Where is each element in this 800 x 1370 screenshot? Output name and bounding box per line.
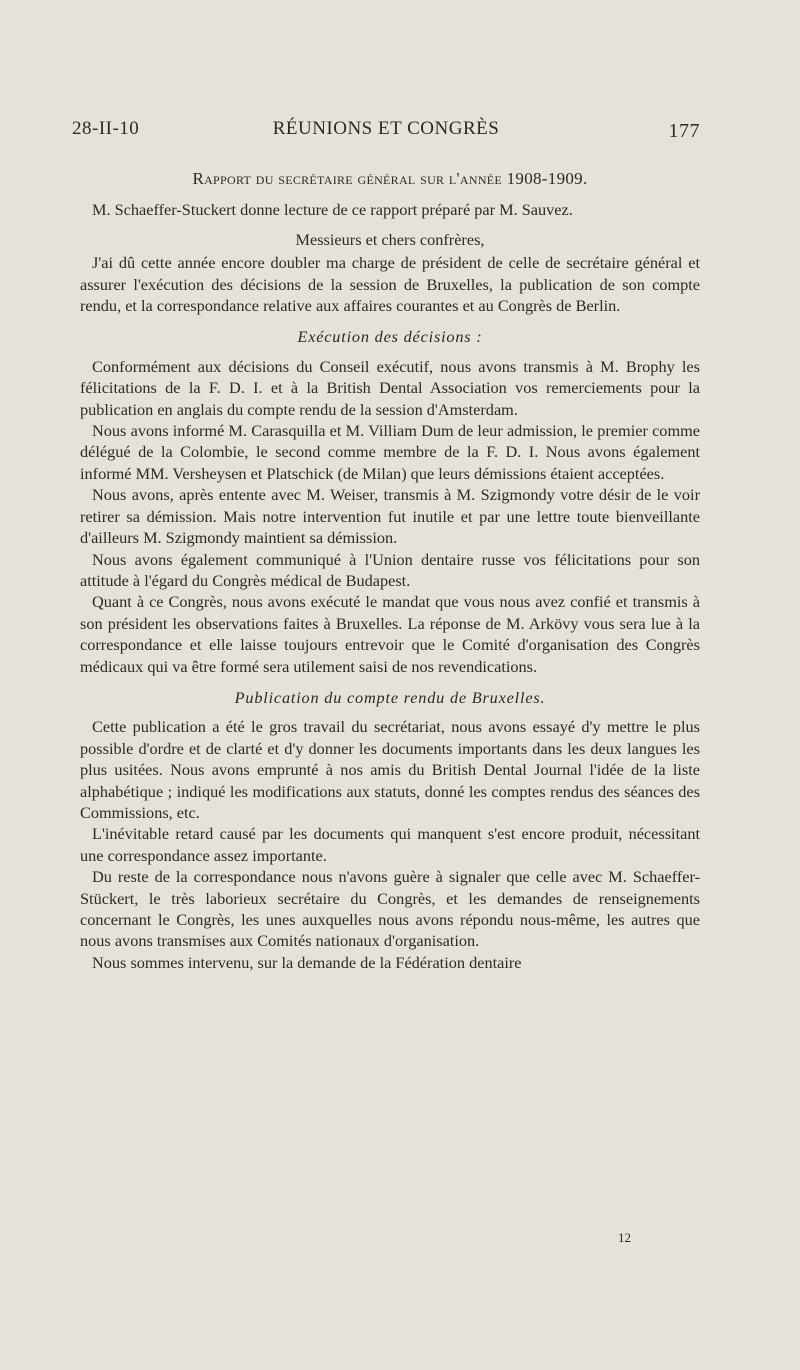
paragraph: L'inévitable retard causé par les documents qui manquent s'est encore produit, nécessitant une correspondance assez importante. [80, 824, 700, 865]
paragraph: Conformément aux décisions du Conseil exécutif, nous avons transmis à M. Brophy les félicitations de la F. D. I. et à la British Dental Association vos remerciements pour la publication en anglais du compte rendu de la session d'Amsterdam. [80, 356, 700, 419]
paragraph: J'ai dû cette année encore doubler ma charge de président de celle de secrétaire général et assurer l'exécution des décisions de la session de Bruxelles, la publication de son compte rendu, et la correspondance relative aux affaires courantes et au Congrès de Berlin. [80, 253, 700, 316]
header-running-title: RÉUNIONS ET CONGRÈS [272, 118, 500, 139]
paragraph: Nous sommes intervenu, sur la demande de la Fédération dentaire [92, 952, 522, 972]
section-heading-execution: Exécution des décisions : [297, 327, 483, 347]
paragraph: Cette publication a été le gros travail du secrétariat, nous avons essayé d'y mettre le plus possible d'ordre et de clarté et d'y donner les documents importants dans les deux langues les plus usitées. Nous avons emprunté à nos amis du British Dental Journal l'idée de la liste alphabétique ; indiqué les modifications aux statuts, donné les comptes rendus des séances des Commissions, etc. [80, 717, 700, 822]
page-number: 177 [668, 120, 700, 142]
intro-paragraph: M. Schaeffer-Stuckert donne lecture de ce rapport préparé par M. Sauvez. [92, 200, 573, 220]
paragraph: Nous avons informé M. Carasquilla et M. Villiam Dum de leur admission, le premier comme délégué de la Colombie, le second comme membre de la F. D. I. Nous avons également informé MM. Versheysen et Platschick (de Milan) que leurs démissions étaient acceptées. [80, 421, 700, 483]
page-body [80, 168, 700, 973]
report-title: Rapport du secrétaire général sur l'année 1908-1909. [192, 169, 588, 188]
salutation: Messieurs et chers confrères, [295, 229, 485, 249]
paragraph: Nous avons également communiqué à l'Union dentaire russe vos félicitations pour son attitude à l'égard du Congrès médical de Budapest. [80, 549, 700, 590]
section-heading-publication: Publication du compte rendu de Bruxelles. [234, 687, 546, 707]
running-header [72, 118, 700, 148]
folio-mark: 12 [618, 1230, 631, 1245]
header-date: 28-II-10 [72, 118, 140, 139]
paragraph: Quant à ce Congrès, nous avons exécuté le mandat que vous nous avez confié et transmis à son président les observations faites à Bruxelles. La réponse de M. Arkövy vous sera lue à la correspondance et elle laisse toujours entrevoir que le Comité d'organisation des Congrès médicaux qui va être formé sera utilement saisi de nos revendications. [80, 592, 700, 676]
paragraph: Nous avons, après entente avec M. Weiser, transmis à M. Szigmondy votre désir de le voir retirer sa démission. Mais notre intervention fut inutile et par une lettre toute bienveillante d'ailleurs M. Szigmondy maintient sa démission. [80, 485, 700, 548]
paragraph: Du reste de la correspondance nous n'avons guère à signaler que celle avec M. Schaeffer-Stückert, le très laborieux secrétaire du Congrès, et les demandes de renseignements concernant le Congrès, les unes auxquelles nous avons répondu nous-même, les autres que nous avons transmises aux Comités nationaux d'organisation. [80, 867, 700, 951]
